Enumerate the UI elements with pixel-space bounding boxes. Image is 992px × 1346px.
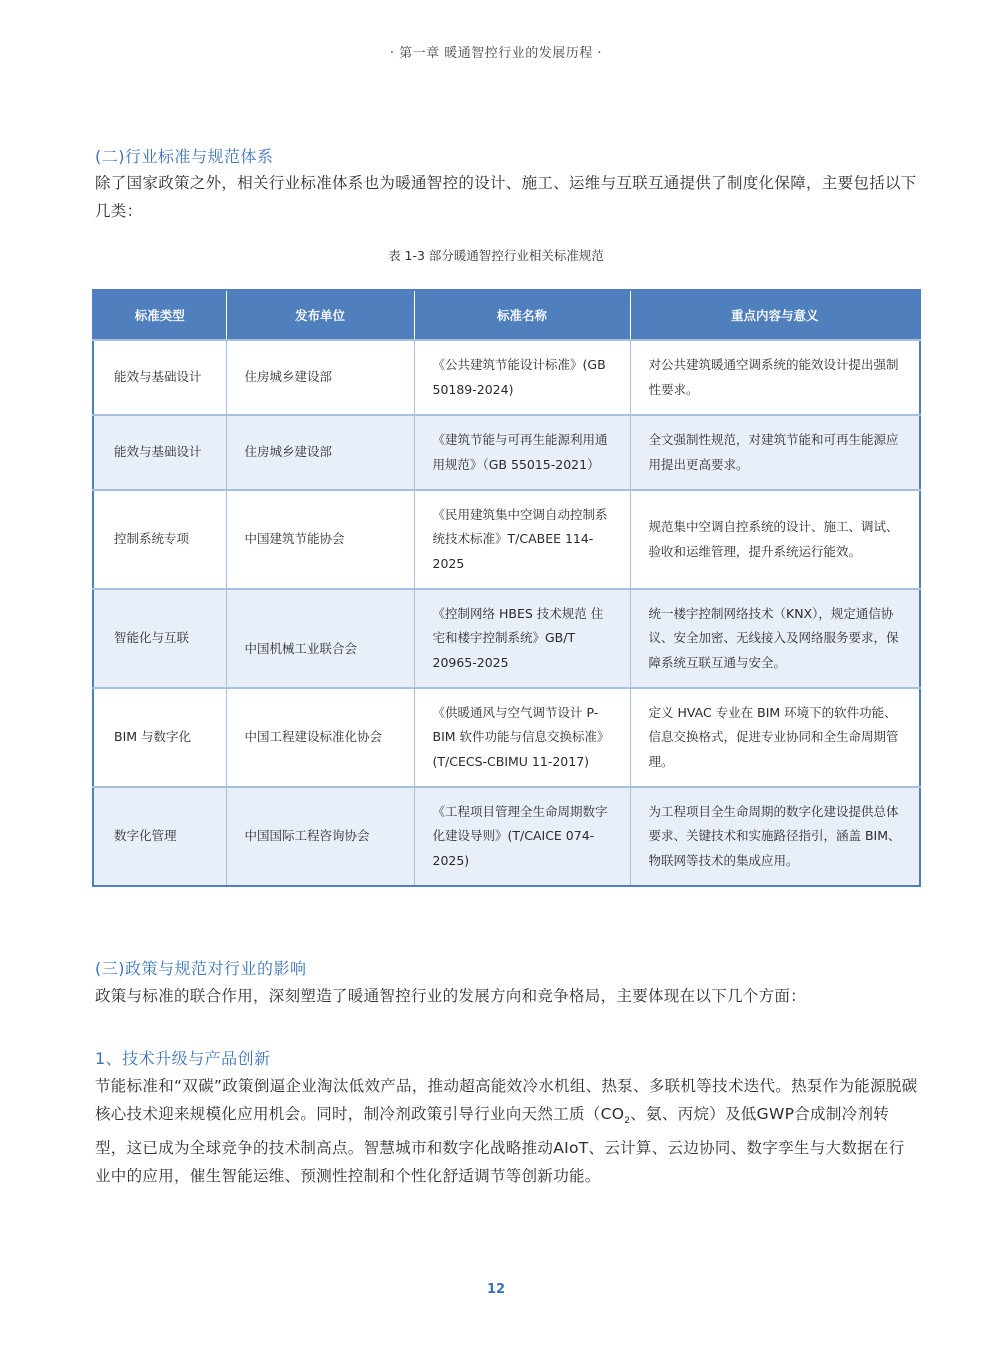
cell-standard-type: 控制系统专项: [93, 490, 226, 589]
impact-intro-paragraph: 政策与标准的联合作用，深刻塑造了暖通智控行业的发展方向和竞争格局，主要体现在以下几个方面：: [95, 987, 807, 1005]
cell-standard-type: BIM 与数字化: [93, 688, 226, 787]
cell-publisher: 中国机械工业联合会: [226, 589, 414, 688]
cell-publisher: 中国工程建设标准化协会: [226, 688, 414, 787]
column-header-name: 标准名称: [414, 290, 630, 340]
table-row: [93, 589, 920, 688]
subsection-heading-tech-upgrade: 1、技术升级与产品创新: [95, 1049, 271, 1068]
cell-standard-name: 《建筑节能与可再生能源利用通用规范》（GB 55015-2021）: [414, 415, 630, 490]
page-number: 12: [486, 1282, 506, 1297]
tech-upgrade-paragraph: [95, 1073, 920, 1190]
section-heading-impact: (三)政策与规范对行业的影响: [95, 959, 307, 978]
cell-key-content: 为工程项目全生命周期的数字化建设提供总体要求、关键技术和实施路径指引，涵盖 BIM、物联网等技术的集成应用。: [630, 787, 920, 886]
cell-key-content: 统一楼宇控制网络技术（KNX），规定通信协议、安全加密、无线接入及网络服务要求，保障系统互联互通与安全。: [630, 589, 920, 688]
table-row: [93, 688, 920, 787]
cell-key-content: 全文强制性规范，对建筑节能和可再生能源应用提出更高要求。: [630, 415, 920, 490]
column-header-content: 重点内容与意义: [630, 290, 920, 340]
cell-key-content: 规范集中空调自控系统的设计、施工、调试、验收和运维管理，提升系统运行能效。: [630, 490, 920, 589]
column-header-org: 发布单位: [226, 290, 414, 340]
table-header-row: [93, 290, 920, 340]
column-header-type: 标准类型: [93, 290, 226, 340]
cell-standard-type: 能效与基础设计: [93, 415, 226, 490]
standards-intro-paragraph: 除了国家政策之外，相关行业标准体系也为暖通智控的设计、施工、运维与互联互通提供了制度化保障，主要包括以下几类：: [95, 174, 917, 220]
cell-standard-name: 《工程项目管理全生命周期数字化建设导则》(T/CAICE 074-2025): [414, 787, 630, 886]
cell-standard-name: 《供暖通风与空气调节设计 P-BIM 软件功能与信息交换标准》(T/CECS-CBIMU 11-2017): [414, 688, 630, 787]
section-heading-standards: (二)行业标准与规范体系: [95, 147, 274, 166]
cell-publisher: 中国建筑节能协会: [226, 490, 414, 589]
table-row: [93, 490, 920, 589]
standards-table: [92, 289, 921, 887]
table-row: [93, 787, 920, 886]
paragraph-text-part: 、氨、丙烷）及低GWP合成制冷剂转型，这已成为全球竞争的技术制高点。智慧城市和数字化战略推动AIoT、云计算、云边协同、数字孪生与大数据在行业中的应用，催生智能运维、预测性控制和个性化舒适调节等创新功能。: [95, 1104, 905, 1185]
cell-standard-name: 《控制网络 HBES 技术规范 住宅和楼宇控制系统》GB/T 20965-2025: [414, 589, 630, 688]
table-row: [93, 415, 920, 490]
cell-key-content: 对公共建筑暖通空调系统的能效设计提出强制性要求。: [630, 340, 920, 415]
cell-key-content: 定义 HVAC 专业在 BIM 环境下的软件功能、信息交换格式，促进专业协同和全生命周期管理。: [630, 688, 920, 787]
cell-standard-name: 《公共建筑节能设计标准》(GB 50189-2024): [414, 340, 630, 415]
table-caption: 表 1-3 部分暖通智控行业相关标准规范: [388, 248, 604, 263]
table-row: [93, 340, 920, 415]
cell-publisher: 中国国际工程咨询协会: [226, 787, 414, 886]
subscript-2: 2: [624, 1115, 631, 1126]
cell-publisher: 住房城乡建设部: [226, 415, 414, 490]
cell-standard-name: 《民用建筑集中空调自动控制系统技术标准》T/CABEE 114-2025: [414, 490, 630, 589]
cell-standard-type: 数字化管理: [93, 787, 226, 886]
paragraph-text-part: 节能标准和“双碳”政策倒逼企业淘汰低效产品，推动超高能效冷水机组、热泵、多联机等技术迭代。热泵作为能源脱碳核心技术迎来规模化应用机会。同时，制冷剂政策引导行业向天然工质（CO: [95, 1077, 918, 1123]
running-header: · 第一章 暖通智控行业的发展历程 ·: [389, 46, 603, 61]
cell-publisher: 住房城乡建设部: [226, 340, 414, 415]
cell-standard-type: 能效与基础设计: [93, 340, 226, 415]
cell-standard-type: 智能化与互联: [93, 589, 226, 688]
